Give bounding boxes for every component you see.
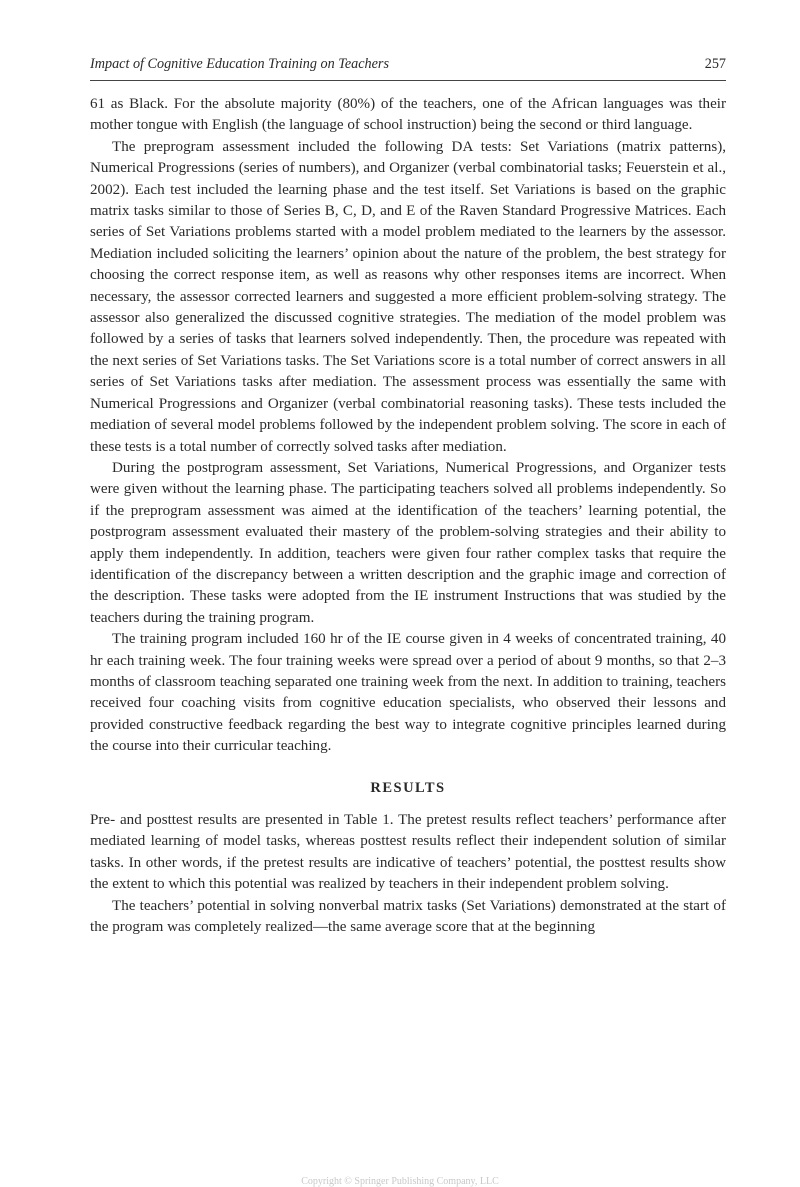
header-rule bbox=[90, 80, 726, 81]
running-head bbox=[90, 54, 726, 74]
paragraph: Pre- and posttest results are presented in Table 1. The pretest results reflect teachers’ performance after mediated learning of model tasks, whereas posttest results reflect their independent solution of similar tasks. In other words, if the pretest results are indicative of teachers’ potential, the posttest results show the extent to which this potential was realized by teachers in their independent problem solving. bbox=[90, 812, 726, 893]
copyright-footer: Copyright © Springer Publishing Company, LLC bbox=[301, 1176, 499, 1187]
paragraph: The training program included 160 hr of the IE course given in 4 weeks of concentrated training, 40 hr each training week. The four training weeks were spread over a period of about 9 months, so that 2–3 months of classroom teaching separated one training week from the next. In addition to training, teachers received four coaching visits from cognitive education specialists, who observed their lessons and provided constructive feedback regarding the best way to integrate cognitive principles learned during the course into their curricular teaching. bbox=[90, 631, 726, 755]
running-head-title: Impact of Cognitive Education Training on Teachers bbox=[90, 56, 389, 72]
body-text bbox=[90, 94, 726, 938]
section-heading-results: RESULTS bbox=[370, 779, 446, 796]
paragraph: 61 as Black. For the absolute majority (80%) of the teachers, one of the African languages was their mother tongue with English (the language of school instruction) being the second or third language. bbox=[90, 96, 726, 134]
paragraph: During the postprogram assessment, Set Variations, Numerical Progressions, and Organizer tests were given without the learning phase. The participating teachers solved all problems independently. So if the preprogram assessment was aimed at the identification of the teachers’ learning potential, the postprogram assessment evaluated their mastery of the problem-solving strategies and their ability to apply them independently. In addition, teachers were given four rather complex tasks that require the identification of the discrepancy between a written description and the graphic image and correction of the description. These tasks were adopted from the IE instrument Instructions that was studied by the teachers during the training program. bbox=[90, 459, 726, 626]
page-number: 257 bbox=[704, 56, 726, 72]
paragraph: The teachers’ potential in solving nonverbal matrix tasks (Set Variations) demonstrated at the start of the program was completely realized—the same average score that at the beginning bbox=[90, 897, 726, 936]
paragraph: The preprogram assessment included the following DA tests: Set Variations (matrix patterns), Numerical Progressions (series of numbers), and Organizer (verbal combinatorial tasks; Feuerstein et al., 2002). Each test included the learning phase and the test itself. Set Variations is based on the graphic matrix tasks similar to those of Series B, C, D, and E of the Raven Standard Progressive Matrices. Each series of Set Variations problems started with a model problem mediated to the learners by the assessor. Mediation included soliciting the learners’ opinion about the nature of the problem, the best strategy for choosing the correct response item, as well as reasons why other responses items are incorrect. When necessary, the assessor corrected learners and suggested a more efficient problem-solving strategy. The assessor also generalized the discussed cognitive strategies. The mediation of the model problem was followed by a series of tasks that learners solved independently. Then, the procedure was repeated with the next series of Set Variations tasks. The Set Variations score is a total number of correct answers in all series of Set Variations tasks after mediation. The assessment process was essentially the same with Numerical Progressions and Organizer (verbal combinatorial reasoning tasks). These tests included the mediation of several model problems followed by the independent problem solving. The score in each of these tests is a total number of correctly solved tasks after mediation. bbox=[90, 138, 726, 455]
